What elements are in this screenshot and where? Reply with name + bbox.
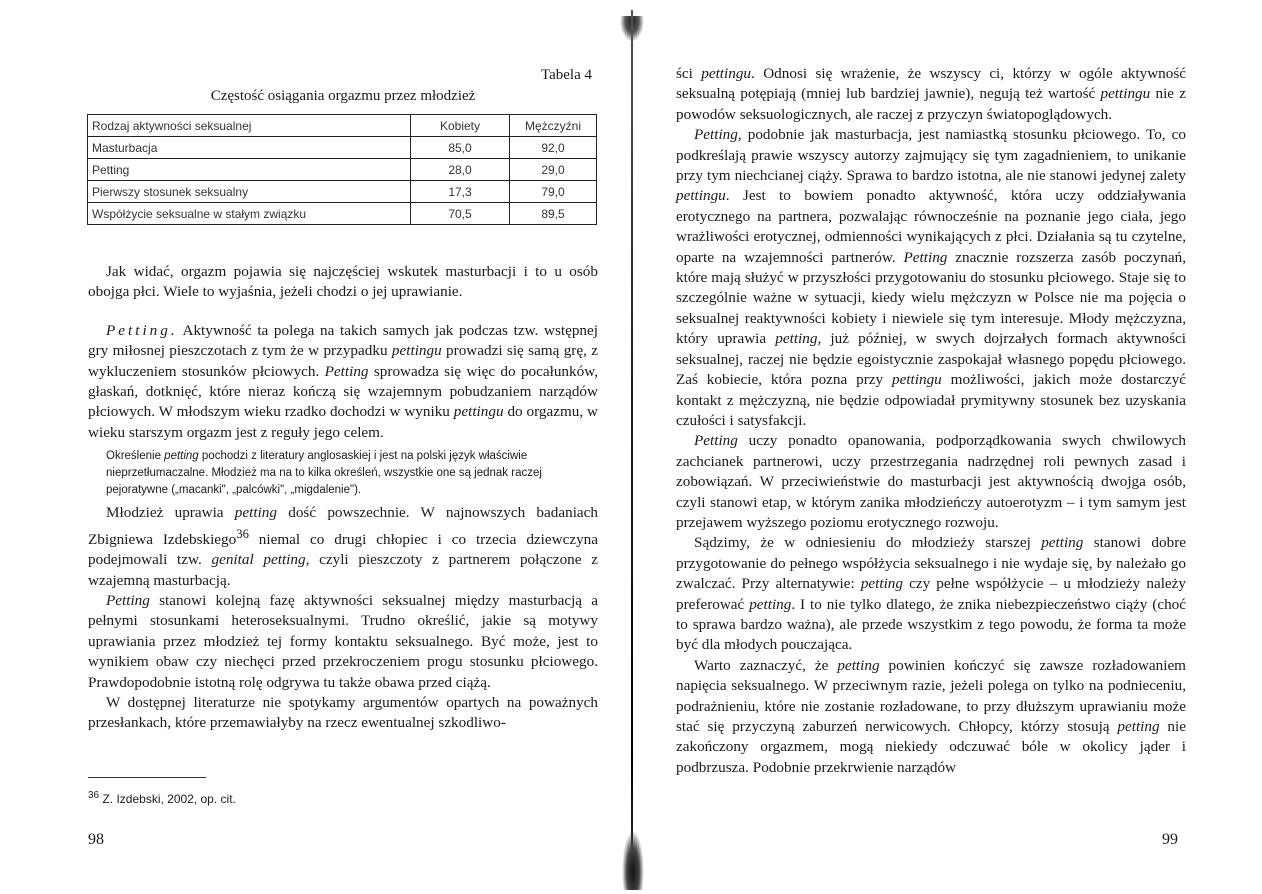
table-row: [88, 137, 597, 159]
paragraph: W dostępnej literaturze nie spotykamy argumentów opartych na poważnych przesłankach, które przemawiałyby na rzecz ewentualnej szkodliwo-: [88, 693, 598, 732]
table-row: [88, 181, 597, 203]
table-cell: Współżycie seksualne w stałym związku: [88, 203, 411, 225]
side-note: Określenie petting pochodzi z literatury anglosaskiej i jest na polski język właściwie nieprzetłumaczalne. Młodzież ma na to kilka określeń, wszystkie one są jednak raczej pejoratywne („macanki", „palcówki", „migdalenie").: [106, 450, 542, 497]
header-men: Mężczyźni: [510, 115, 597, 137]
table-cell: 17,3: [411, 181, 510, 203]
paragraph: ści pettingu. Odnosi się wrażenie, że wszyscy ci, którzy w ogóle aktywność seksualną potępiają (mniej lub bardziej jawnie), negują też wartość pettingu nie z powodów seksuologicznych, ale raczej z przyczyn światopoglądowych.: [676, 65, 1187, 123]
paragraph: Młodzież uprawia petting dość powszechnie. W najnowszych badaniach Zbigniewa Izdebskiego$^{36}$ niemal co drugi chłopiec i co trzecia dziewczyna podejmowali tzw. genital petting, czyli pieszczoty z partnerem połączone z wzajemną masturbacją.: [88, 504, 598, 589]
paragraph: Petting stanowi kolejną fazę aktywności seksualnej między masturbacją a pełnymi stosunkami heteroseksualnymi. Trudno określić, jakie są motywy uprawiania przez młodzież tej formy kontaktu seksualnego. Być może, jest to wynikiem obaw czy niechęci przed przekroczeniem progu stosunku płciowego. Prawdopodobnie istotną rolę odgrywa tu także obawa przed ciążą.: [88, 591, 598, 691]
table-label: Tabela 4: [541, 67, 593, 83]
orgasm-frequency-table: [87, 114, 597, 225]
paragraph: Petting, podobnie jak masturbacja, jest namiastką stosunku płciowego. To, co podkreślają prawie wszyscy autorzy zajmujący się tym zagadnieniem, to unikanie przy tym niechcianej ciąży. Sprawa to bardzo istotna, ale nie stanowi jedynej zalety pettingu. Jest to bowiem ponadto aktywność, która uczy oddziaływania erotycznego na partnera, pozwalając równocześnie na poznanie jego ciała, jego wrażliwości erotycznej, odmienności wynikających z płci. Działania są tu czytelne, oparte na wzajemności partnerów. Petting znacznie rozszerza zasób poczynań, które mają służyć w przyszłości przygotowaniu do stosunku płciowego. Staje się to szczególnie ważne w sytuacji, kiedy wielu mężczyzn w Polsce nie ma pojęcia o seksualnej reaktywności kobiety i niewiele się tym interesuje. Młody mężczyzna, który uprawia petting, już później, w swych dojrzałych formach aktywności seksualnej, raczej nie będzie egoistycznie zaspokajał własnego popędu płciowego. Zaś kobiecie, która pozna przy pettingu możliwości, jakich może dostarczyć kontakt z mężczyzną, nie będzie odpowiadał prymitywny stosunek bez uzyskania czułości i satysfakcji.: [676, 126, 1186, 429]
paragraph-petting-intro: Petting. Aktywność ta polega na takich samych jak podczas tzw. wstępnej gry miłosnej pieszczotach z tym że w przypadku pettingu prowadzi się samą grę, z wykluczeniem stosunków płciowych. Petting sprowadza się więc do pocałunków, głaskań, dotknięć, które nieraz kończą się wzajemnym pobudzaniem narządów płciowych. W młodszym wieku rzadko dochodzi w wyniku pettingu do orgazmu, w wieku starszym orgazm jest z reguły jego celem.: [88, 321, 599, 441]
footnote-divider: [88, 777, 206, 778]
right-page: [631, 0, 1262, 894]
table-cell: Pierwszy stosunek seksualny: [88, 181, 411, 203]
table-cell: 29,0: [510, 159, 597, 181]
paragraph: Petting uczy ponadto opanowania, podporządkowania swych chwilowych zachcianek partnerowi, uczy przestrzegania nadrzędnej roli pewnych zasad i zobowiązań. W przeciwieństwie do masturbacji jest aktywnością dwojga osób, czyli stanowi etap, w którym zanika młodzieńczy autoerotyzm – i tym samym jest przejawem wyższego poziomu erotycznego rozwoju.: [676, 432, 1186, 531]
footnote: $^{36}$ Z. Izdebski, 2002, op. cit.: [88, 790, 236, 806]
table-cell: 92,0: [510, 137, 597, 159]
header-women: Kobiety: [411, 115, 510, 137]
paragraph: Jak widać, orgazm pojawia się najczęściej wskutek masturbacji i to u osób obojga płci. Wiele to wyjaśnia, jeżeli chodzi o jej uprawianie.: [88, 263, 598, 301]
table-row: [88, 159, 597, 181]
header-activity: Rodzaj aktywności seksualnej: [88, 115, 411, 137]
right-body-text: [676, 64, 1186, 778]
table-cell: 79,0: [510, 181, 597, 203]
table-cell: 28,0: [411, 159, 510, 181]
table-cell: 70,5: [411, 203, 510, 225]
page-number-right: 99: [1162, 831, 1178, 848]
paragraph: Sądzimy, że w odniesieniu do młodzieży starszej petting stanowi dobre przygotowanie do pełnego współżycia seksualnego i nie wydaje się, by należało go zwalczać. Przy alternatywie: petting czy pełne współżycie – u młodzieży należy preferować petting. I to nie tylko dlatego, że znika niebezpieczeństwo ciąży (choć to sprawa bardzo ważna), ale przede wszystkim z tego powodu, że forma ta może być dla młodych pouczająca.: [676, 534, 1186, 654]
table-row: [88, 203, 597, 225]
table-title: Częstość osiągania orgazmu przez młodzież: [210, 88, 476, 104]
table-cell: Masturbacja: [88, 137, 411, 159]
table-cell: Petting: [88, 159, 411, 181]
table-cell: 85,0: [411, 137, 510, 159]
footnote-ref: 36: [236, 526, 249, 541]
paragraph: Warto zaznaczyć, że petting powinien kończyć się zawsze rozładowaniem napięcia seksualnego. W przeciwnym razie, jeżeli polega on tylko na podnieceniu, podrażnieniu, które nie zostanie rozładowane, to przy dłuższym uprawianiu może stać się przyczyną zaburzeń nerwicowych. Chłopcy, którzy stosują petting nie zakończony orgazmem, mogą niekiedy odczuwać bóle w okolicy jąder i podbrzusza. Podobnie przekrwienie narządów: [676, 656, 1186, 776]
left-body-text: [88, 262, 598, 734]
section-lead: Petting.: [106, 321, 178, 339]
page-number-left: 98: [88, 831, 104, 848]
table-header-row: [88, 115, 597, 137]
table-cell: 89,5: [510, 203, 597, 225]
